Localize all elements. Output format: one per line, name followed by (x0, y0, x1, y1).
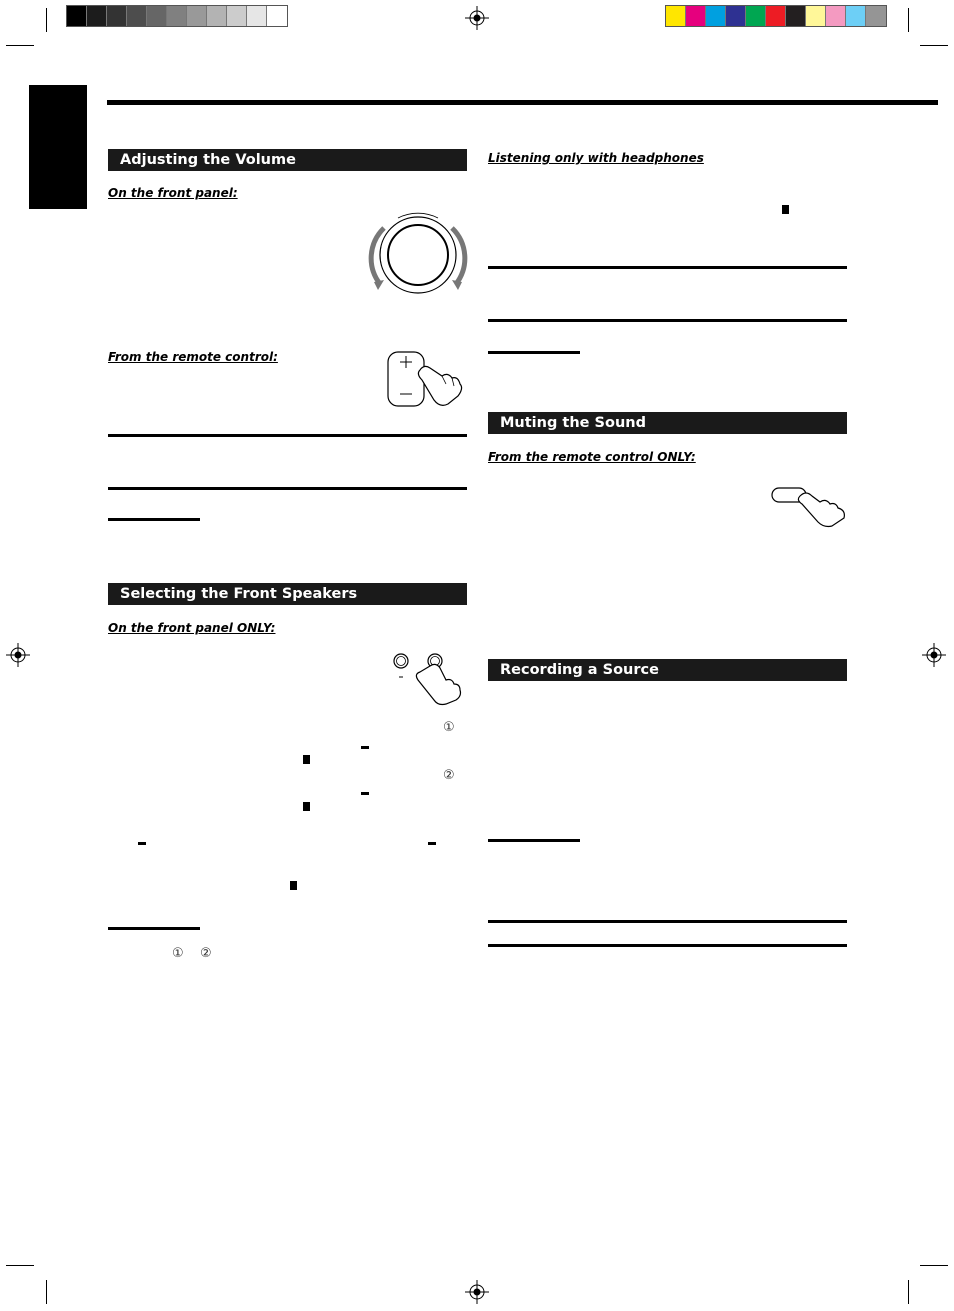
divider (488, 266, 847, 269)
note-marker-2: ② (200, 946, 212, 961)
step-marker-2: ② (443, 768, 455, 783)
grayscale-color-bar (66, 5, 288, 27)
page-edge-tab (29, 85, 87, 209)
color-swatch (227, 6, 247, 26)
color-swatch (207, 6, 227, 26)
volume-knob-icon (366, 212, 470, 300)
section-title-front-speakers: Selecting the Front Speakers (108, 583, 467, 605)
subhead-remote-control: From the remote control: (108, 350, 278, 364)
section-title-adjusting-volume: Adjusting the Volume (108, 149, 467, 171)
crop-mark (920, 45, 948, 46)
crop-mark (6, 1265, 34, 1266)
color-swatch (846, 6, 866, 26)
divider (108, 434, 467, 437)
crop-mark (908, 1280, 909, 1304)
note-rule (108, 927, 200, 930)
divider (488, 319, 847, 322)
section-title-muting: Muting the Sound (488, 412, 847, 434)
color-swatch (67, 6, 87, 26)
color-swatch (666, 6, 686, 26)
color-swatch (786, 6, 806, 26)
text-bar-mark (303, 755, 310, 764)
color-swatch (866, 6, 886, 26)
color-swatch (167, 6, 187, 26)
crop-mark (920, 1265, 948, 1266)
process-color-bar (665, 5, 887, 27)
color-swatch (806, 6, 826, 26)
color-swatch (706, 6, 726, 26)
color-swatch (746, 6, 766, 26)
color-swatch (187, 6, 207, 26)
subhead-remote-only: From the remote control ONLY: (488, 450, 696, 464)
crop-mark (6, 45, 34, 46)
registration-mark-icon (922, 643, 946, 667)
divider (488, 920, 847, 923)
crop-mark (46, 8, 47, 32)
text-bar-mark (138, 842, 146, 845)
color-swatch (826, 6, 846, 26)
section-title-recording: Recording a Source (488, 659, 847, 681)
step-marker-1: ① (443, 720, 455, 735)
color-swatch (147, 6, 167, 26)
divider (108, 487, 467, 490)
color-swatch (267, 6, 287, 26)
color-swatch (127, 6, 147, 26)
text-bar-mark (290, 881, 297, 890)
color-swatch (87, 6, 107, 26)
speaker-buttons-icon (390, 650, 464, 706)
color-swatch (247, 6, 267, 26)
color-swatch (686, 6, 706, 26)
text-bar-mark (361, 746, 369, 749)
text-bar-mark (361, 792, 369, 795)
header-rule (107, 100, 938, 105)
subhead-front-panel-only: On the front panel ONLY: (108, 621, 276, 635)
subhead-headphones: Listening only with headphones (488, 151, 704, 165)
registration-mark-icon (6, 643, 30, 667)
text-bar-mark (782, 205, 789, 214)
text-bar-mark (428, 842, 436, 845)
text-bar-mark (303, 802, 310, 811)
subhead-front-panel: On the front panel: (108, 186, 238, 200)
remote-volume-button-icon (386, 350, 466, 410)
note-rule (488, 351, 580, 354)
divider (488, 944, 847, 947)
crop-mark (46, 1280, 47, 1304)
color-swatch (766, 6, 786, 26)
muting-button-icon (770, 484, 850, 528)
note-marker-1: ① (172, 946, 184, 961)
color-swatch (107, 6, 127, 26)
note-rule (108, 518, 200, 521)
color-swatch (726, 6, 746, 26)
registration-mark-icon (465, 1280, 489, 1304)
note-rule (488, 839, 580, 842)
registration-mark-icon (465, 6, 489, 30)
crop-mark (908, 8, 909, 32)
